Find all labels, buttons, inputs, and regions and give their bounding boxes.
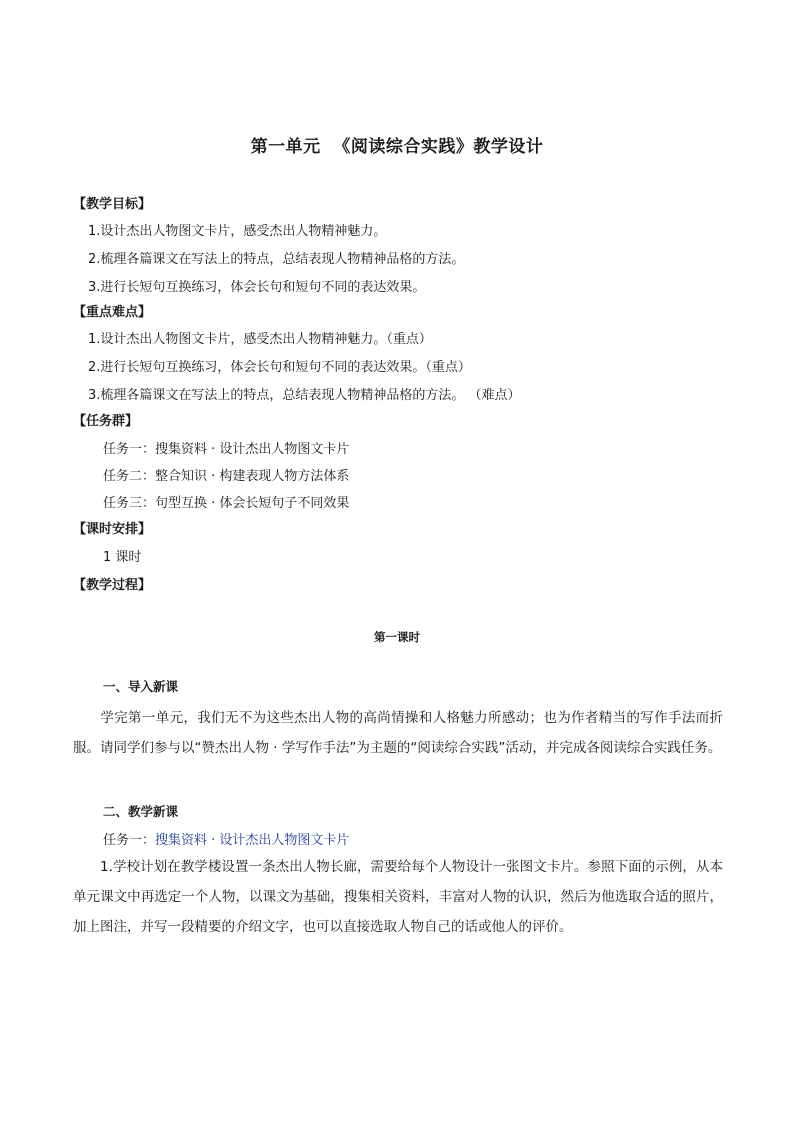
section-heading-intro: 一、导入新课 — [103, 679, 179, 694]
document-title: 第一单元 《阅读综合实践》教学设计 — [250, 137, 544, 157]
task-item: 任务二：整合知识 · 构建表现人物方法体系 — [103, 469, 350, 484]
objectives-heading: 【教学目标】 — [73, 197, 152, 212]
lesson-title: 第一课时 — [374, 630, 420, 644]
process-heading: 【教学过程】 — [73, 578, 152, 593]
key-point-item: 1.设计杰出人物图文卡片，感受杰出人物精神魅力。（重点） — [88, 332, 432, 347]
schedule-heading: 【课时安排】 — [73, 522, 152, 537]
task-item: 任务一：搜集资料 · 设计杰出人物图文卡片 — [103, 442, 350, 457]
intro-paragraph-text: 学完第一单元，我们无不为这些杰出人物的高尚情操和人格魅力所感动；也为作者精当的写作手法而折服。请同学们参与以“赞杰出人物 · 学写作手法”为主题的“阅读综合实践”活动，并完成各阅读综合实践任务。 — [73, 710, 723, 756]
task1-heading — [103, 832, 349, 850]
task-item: 任务三：句型互换 · 体会长短句子不同效果 — [103, 496, 350, 511]
objective-item: 3.进行长短句互换练习，体会长句和短句不同的表达效果。 — [88, 280, 426, 295]
task1-paragraph-text: 1.学校计划在教学楼设置一条杰出人物长廊，需要给每个人物设计一张图文卡片。参照下面的示例，从本单元课文中再选定一个人物，以课文为基础，搜集相关资料，丰富对人物的认识，然后为他选取合适的照片，加上图注，并写一段精要的介绍文字，也可以直接选取人物自己的话或他人的评价。 — [73, 859, 723, 935]
section-heading-new-lesson: 二、教学新课 — [103, 804, 179, 819]
objective-item: 1.设计杰出人物图文卡片，感受杰出人物精神魅力。 — [88, 224, 387, 239]
task1-title: 搜集资料 · 设计杰出人物图文卡片 — [155, 833, 350, 848]
schedule-value: 1 课时 — [103, 550, 142, 565]
objective-item: 2.梳理各篇课文在写法上的特点，总结表现人物精神品格的方法。 — [88, 252, 465, 267]
task1-prefix: 任务一： — [103, 833, 156, 848]
task-group-heading: 【任务群】 — [73, 414, 139, 429]
key-points-heading: 【重点难点】 — [73, 305, 152, 320]
intro-paragraph — [73, 703, 723, 763]
task1-paragraph — [73, 852, 723, 942]
key-point-item: 2.进行长短句互换练习，体会长句和短句不同的表达效果。（重点） — [88, 360, 471, 375]
key-point-item: 3.梳理各篇课文在写法上的特点，总结表现人物精神品格的方法。 （难点） — [88, 388, 521, 403]
